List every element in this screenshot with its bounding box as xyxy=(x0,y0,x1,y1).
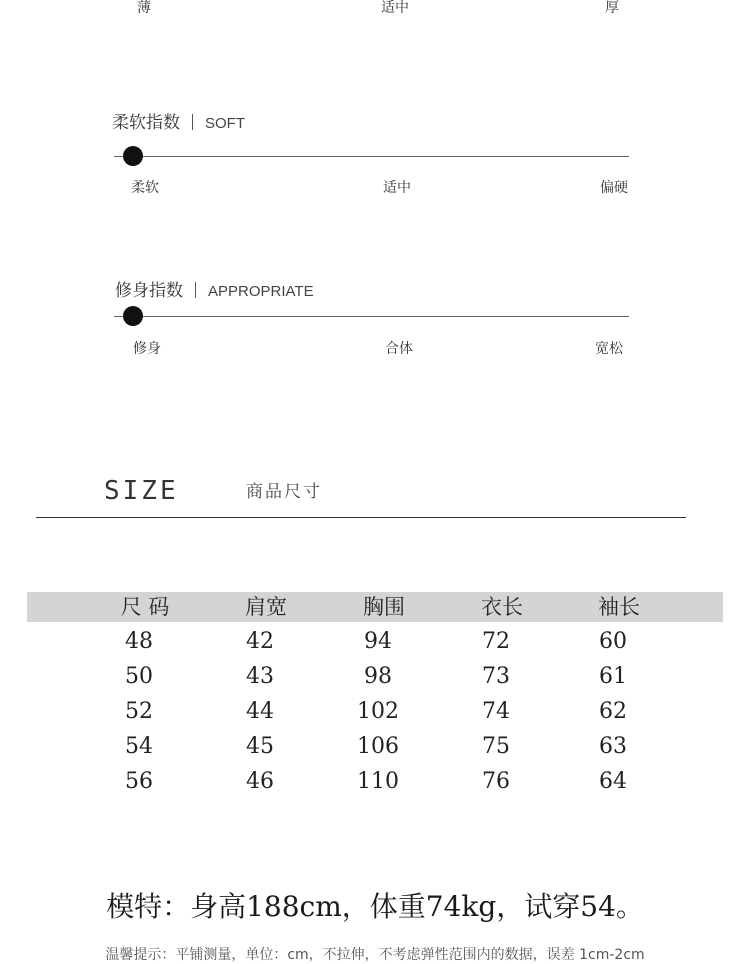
size-table-cell: 45 xyxy=(246,734,274,759)
fit-index-subtitle: APPROPRIATE xyxy=(208,283,314,300)
thickness-label-medium: 适中 xyxy=(381,0,409,16)
measurement-tip: 温馨提示：平铺测量，单位：cm，不拉伸，不考虑弹性范围内的数据，误差 1cm-2cm xyxy=(105,947,645,963)
size-table-cell: 61 xyxy=(599,664,627,689)
size-section-subtitle: 商品尺寸 xyxy=(246,482,322,502)
fit-label-regular: 合体 xyxy=(385,341,413,357)
size-table-header-shoulder: 肩宽 xyxy=(245,595,287,619)
size-table-cell: 46 xyxy=(246,769,274,794)
size-table-cell: 64 xyxy=(599,769,627,794)
size-table-cell: 44 xyxy=(246,699,274,724)
size-section-title: SIZE xyxy=(104,476,179,506)
size-table-cell: 94 xyxy=(364,629,392,654)
softness-index-title: 柔软指数 xyxy=(112,113,180,133)
title-separator xyxy=(192,114,193,130)
thickness-label-thick: 厚 xyxy=(605,0,619,16)
size-table-cell: 72 xyxy=(482,629,510,654)
fit-scale-line xyxy=(114,316,629,317)
size-table-cell: 60 xyxy=(599,629,627,654)
size-table-cell: 54 xyxy=(125,734,153,759)
size-table-cell: 48 xyxy=(125,629,153,654)
size-table-header-length: 衣长 xyxy=(481,595,523,619)
softness-scale-marker xyxy=(123,146,143,166)
size-table-cell: 76 xyxy=(482,769,510,794)
size-table-cell: 110 xyxy=(357,769,399,794)
size-table-cell: 63 xyxy=(599,734,627,759)
size-section-divider xyxy=(36,517,686,518)
size-table-header-sleeve: 袖长 xyxy=(598,595,640,619)
softness-label-soft: 柔软 xyxy=(131,180,159,196)
size-table-cell: 52 xyxy=(125,699,153,724)
fit-index-title: 修身指数 xyxy=(115,281,183,301)
size-table-cell: 74 xyxy=(482,699,510,724)
model-info: 模特：身高188cm，体重74kg，试穿54。 xyxy=(106,890,644,923)
fit-index-header xyxy=(115,281,314,302)
softness-index-subtitle: SOFT xyxy=(205,115,245,132)
size-table-cell: 98 xyxy=(364,664,392,689)
size-table-cell: 106 xyxy=(357,734,399,759)
size-table-cell: 102 xyxy=(357,699,399,724)
softness-index-header xyxy=(112,113,245,134)
softness-label-medium: 适中 xyxy=(383,180,411,196)
size-table-cell: 75 xyxy=(482,734,510,759)
softness-label-hard: 偏硬 xyxy=(600,180,628,196)
size-table-header-size: 尺 码 xyxy=(120,595,170,619)
size-table-cell: 43 xyxy=(246,664,274,689)
fit-label-slim: 修身 xyxy=(133,341,161,357)
size-table-cell: 56 xyxy=(125,769,153,794)
softness-scale-line xyxy=(114,156,629,157)
title-separator xyxy=(195,282,196,298)
thickness-label-thin: 薄 xyxy=(137,0,151,16)
size-table-cell: 73 xyxy=(482,664,510,689)
size-table-cell: 50 xyxy=(125,664,153,689)
size-table-cell: 42 xyxy=(246,629,274,654)
fit-scale-marker xyxy=(123,306,143,326)
size-table-cell: 62 xyxy=(599,699,627,724)
fit-label-loose: 宽松 xyxy=(595,341,623,357)
size-table-header-chest: 胸围 xyxy=(363,595,405,619)
